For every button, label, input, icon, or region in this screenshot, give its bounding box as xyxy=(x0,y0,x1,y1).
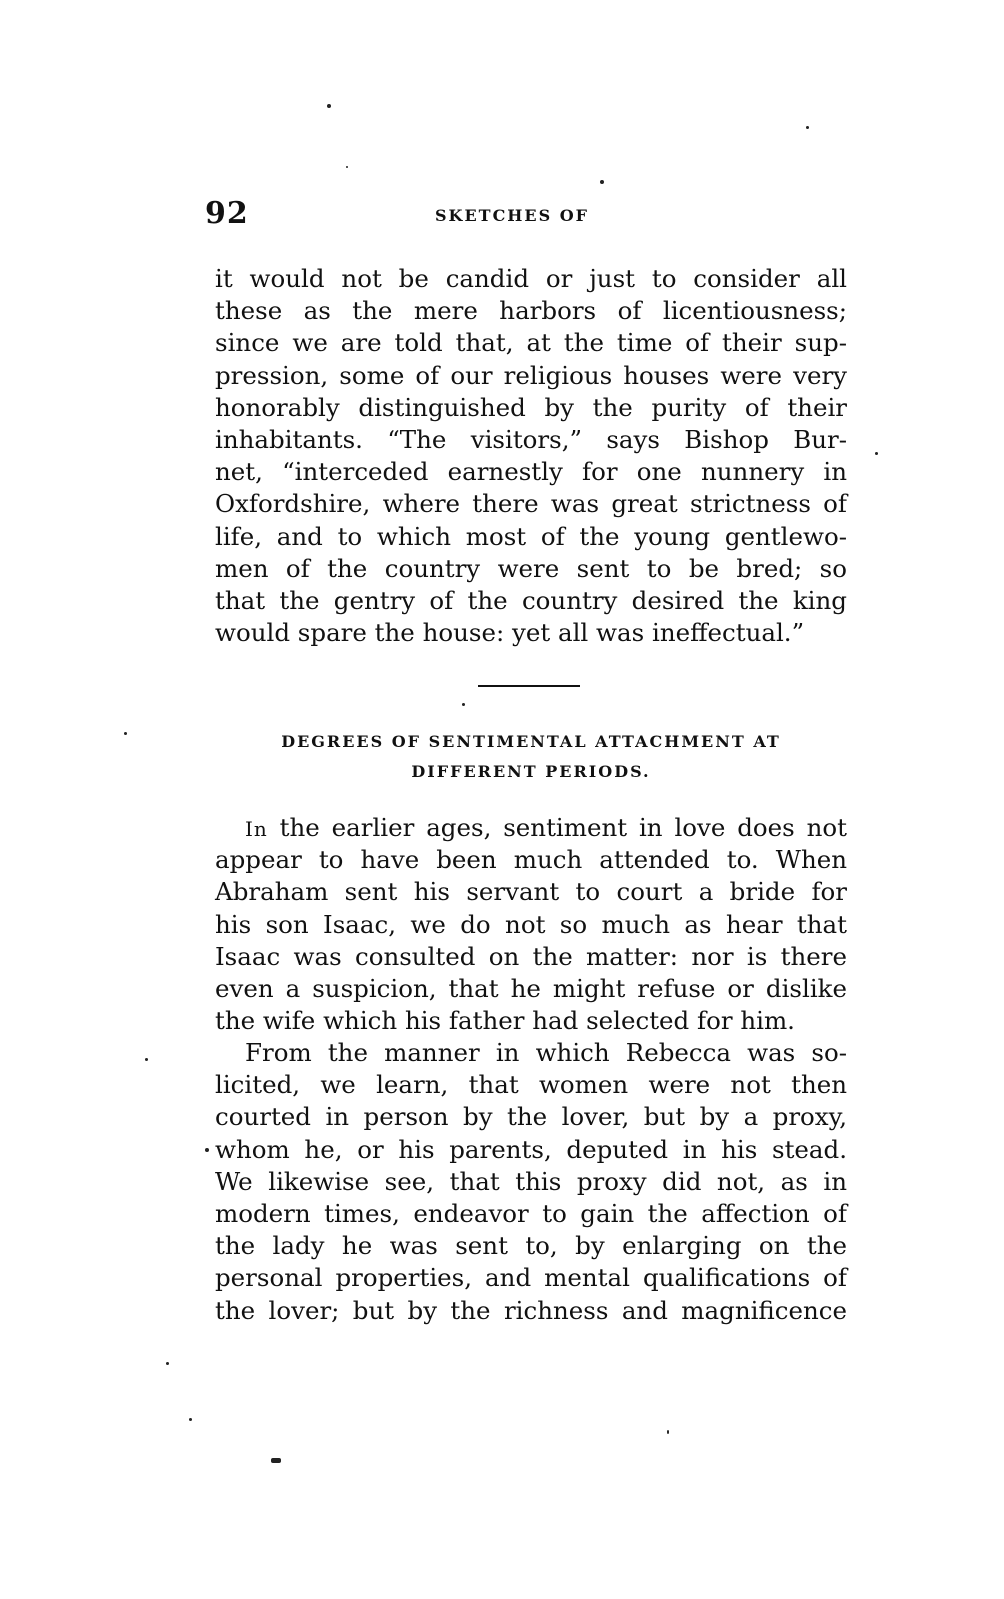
scan-speck xyxy=(327,104,331,108)
text-line: From the manner in which Rebecca was so- xyxy=(245,1038,847,1067)
text-line: life, and to which most of the young gentlewo- xyxy=(215,521,847,551)
text-line: it would not be candid or just to consider all xyxy=(215,264,847,293)
scan-speck xyxy=(145,1058,148,1061)
running-title: SKETCHES OF xyxy=(435,206,590,225)
paragraph-1 xyxy=(215,263,847,649)
text-line: that the gentry of the country desired the king xyxy=(215,585,847,615)
text-line: the lover; but by the richness and magnificence xyxy=(215,1295,847,1325)
text-line: Isaac was consulted on the matter: nor is there xyxy=(215,941,847,971)
page-number: 92 xyxy=(205,196,249,231)
scan-speck xyxy=(189,1418,192,1421)
text-line: courted in person by the lover, but by a proxy, xyxy=(215,1102,847,1132)
text-line: these as the mere harbors of licentiousness; xyxy=(215,296,847,326)
scan-speck xyxy=(166,1362,169,1365)
text-line xyxy=(215,812,847,844)
paragraph-lead: In xyxy=(245,817,268,841)
text-line: We likewise see, that this proxy did not, as in xyxy=(215,1166,847,1196)
section-heading-line-1: DEGREES OF SENTIMENTAL ATTACHMENT AT xyxy=(281,732,781,751)
text-line: personal properties, and mental qualifications of xyxy=(215,1263,847,1293)
text-line: whom he, or his parents, deputed in his stead. xyxy=(215,1134,847,1164)
text-line: Oxfordshire, where there was great strictness of xyxy=(215,489,847,519)
text-line: net, “interceded earnestly for one nunnery in xyxy=(215,457,847,487)
scan-speck xyxy=(462,703,465,706)
first-line-rest: the earlier ages, sentiment in love does not xyxy=(267,813,847,842)
section-divider xyxy=(478,685,580,687)
scan-speck xyxy=(875,452,878,455)
text-line: even a suspicion, that he might refuse or dislike xyxy=(215,973,847,1003)
text-line: men of the country were sent to be bred; so xyxy=(215,553,847,583)
scan-speck xyxy=(271,1458,281,1463)
text-line: the lady he was sent to, by enlarging on the xyxy=(215,1231,847,1261)
paragraph-3 xyxy=(215,1037,847,1327)
scan-speck xyxy=(667,1430,669,1434)
scan-speck xyxy=(124,732,127,735)
text-line: modern times, endeavor to gain the affection of xyxy=(215,1198,847,1228)
text-line: appear to have been much attended to. When xyxy=(215,845,847,875)
text-line: the wife which his father had selected for him. xyxy=(215,1006,795,1036)
paragraph-2 xyxy=(215,812,847,1037)
text-line: licited, we learn, that women were not then xyxy=(215,1070,847,1100)
text-line: his son Isaac, we do not so much as hear that xyxy=(215,909,847,939)
text-line: honorably distinguished by the purity of their xyxy=(215,392,847,422)
running-head xyxy=(205,196,845,236)
text-line: inhabitants. “The visitors,” says Bishop Bur- xyxy=(215,424,847,454)
text-line: would spare the house: yet all was ineffectual.” xyxy=(215,618,805,648)
text-line: Abraham sent his servant to court a bride for xyxy=(215,877,847,907)
text-line: pression, some of our religious houses were very xyxy=(215,360,847,390)
section-heading-line-2: DIFFERENT PERIODS. xyxy=(411,762,651,781)
scan-speck xyxy=(205,1148,209,1152)
scan-speck xyxy=(600,180,604,184)
text-line: since we are told that, at the time of their sup- xyxy=(215,328,847,358)
scan-speck xyxy=(346,166,348,168)
scan-speck xyxy=(806,126,809,129)
